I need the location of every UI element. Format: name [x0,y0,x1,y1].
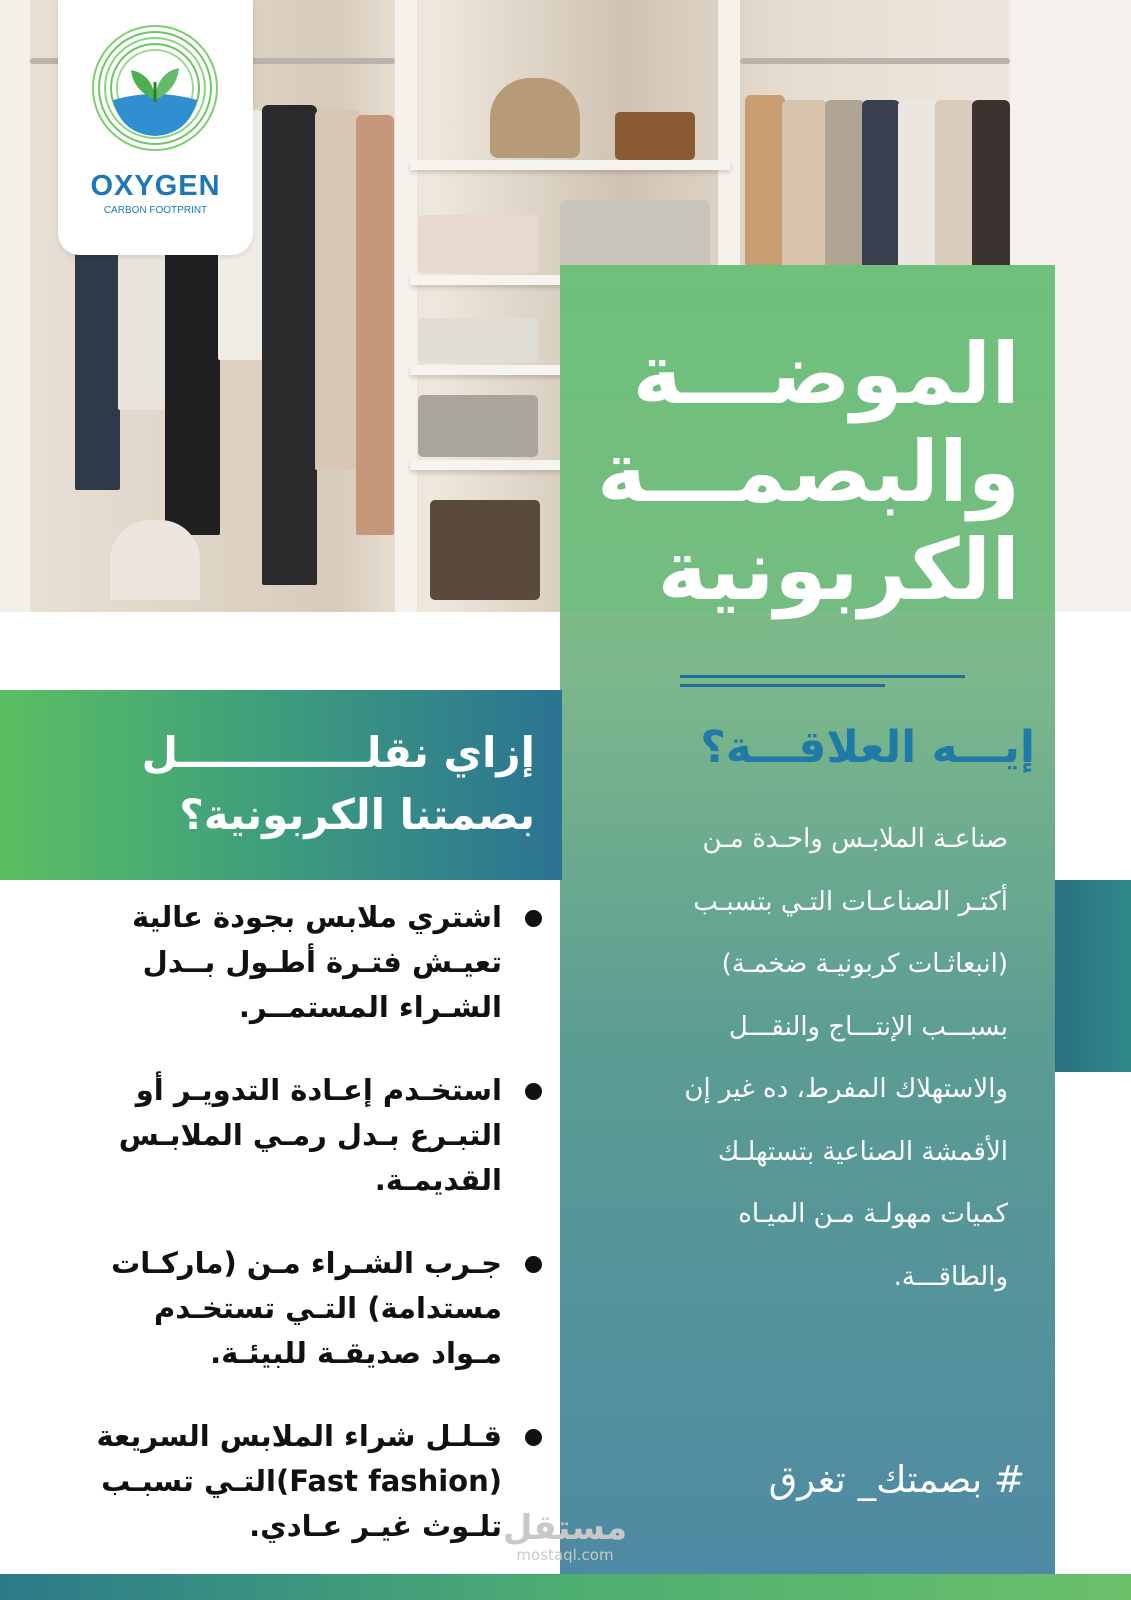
tip-line: تعيـش فتـرة أطـول بــدل [142,945,502,979]
relation-line: أكتـر الصناعـات التـي بتسبـب [693,886,1008,917]
divider-line [680,675,965,678]
bullet-icon [525,1083,542,1100]
howto-heading-line: إزاي نقلـــــــــــــل [141,728,535,777]
relation-line: والاستهلاك المفرط، ده غير إن [684,1074,1008,1104]
logo-card [58,0,253,255]
main-title [560,325,1020,619]
watermark-latin: mostaql.com [516,1546,614,1564]
relation-body [590,808,1008,1308]
bottom-bar [0,1574,1131,1600]
tip-line: الشـراء المستمــر. [238,990,502,1024]
tip-line: القديمـة. [374,1163,502,1197]
logo-title: OXYGEN [90,170,221,202]
bullet-icon [525,1256,542,1273]
tip-line: (Fast fashion)التـي تسبـب [101,1464,502,1498]
howto-heading [30,722,535,846]
hashtag: # بصمتك_ تغرق [768,1458,1025,1501]
main-title-line: والبصمـــة [597,423,1020,521]
bullet-icon [525,1429,542,1446]
tip-line: استخـدم إعـادة التدويـر أو [135,1073,502,1107]
divider-line [680,684,885,687]
leaf-globe-icon [85,18,225,158]
tip-line: جـرب الشـراء مـن (ماركـات [111,1246,502,1280]
tip-line: التبـرع بـدل رمـي الملابـس [118,1118,502,1152]
relation-line: (انبعاثـات كربونيـة ضخمـة) [721,949,1008,979]
tip-item [40,1241,542,1376]
bullet-icon [525,910,542,927]
tip-line: اشتري ملابس بجودة عالية [131,900,502,934]
howto-heading-line: بصمتنا الكربونية؟ [179,790,535,839]
relation-line: والطاقـــة. [893,1261,1008,1292]
watermark-arabic: مستقل [502,1508,628,1548]
tip-line: قـلـل شراء الملابس السريعة [96,1419,502,1453]
tip-item [40,1414,542,1549]
tip-item [40,1068,542,1203]
relation-heading: إيـــه العلاقـــة؟ [700,722,1035,773]
relation-line: بسبـــب الإنتـــاج والنقـــل [728,1011,1008,1042]
relation-line: كميات مهولـة مـن الميـاه [738,1199,1008,1229]
tip-item [40,895,542,1030]
tip-line: مـواد صديقـة للبيئـة. [210,1336,502,1370]
logo-subtitle: CARBON FOOTPRINT [103,205,208,216]
tip-line: مستدامة) التـي تستخـدم [154,1291,502,1325]
tip-line: تلـوث غيـر عـادي. [249,1509,502,1543]
main-title-line: الموضـــة [632,325,1020,423]
relation-line: صناعـة الملابـس واحـدة مـن [702,824,1008,854]
side-accent-tab [1055,880,1131,1072]
main-title-line: الكربونية [657,521,1020,619]
watermark [495,1510,635,1564]
tips-list [40,895,542,1587]
relation-line: الأقمشة الصناعية بتستهلـك [717,1136,1008,1167]
